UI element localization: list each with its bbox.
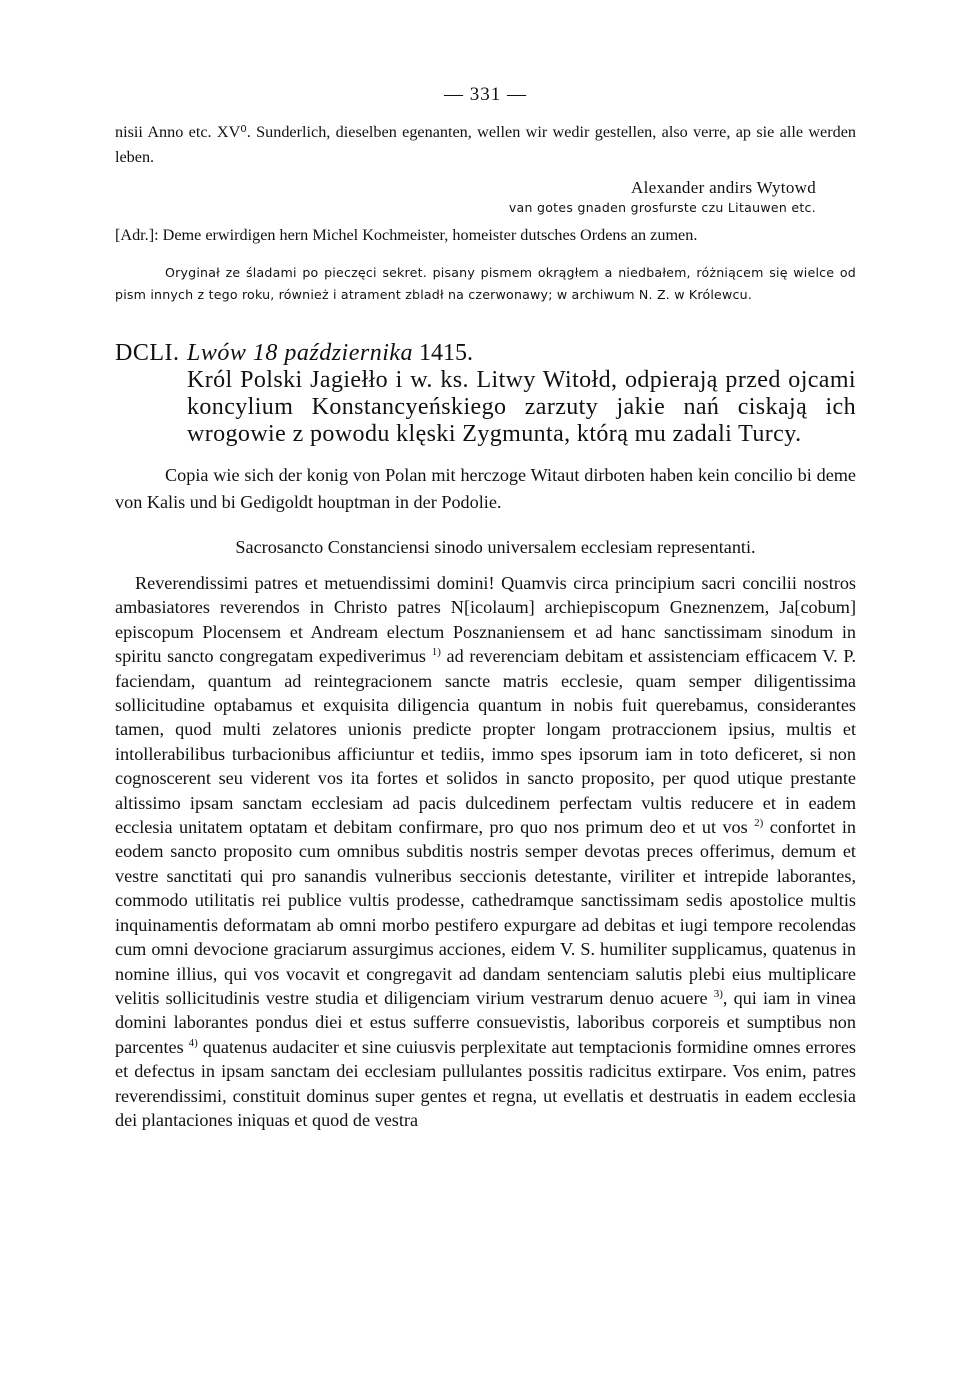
document-page <box>115 84 856 1132</box>
footnote-ref-1[interactable]: 1) <box>431 646 441 659</box>
document-year: 1415. <box>419 340 474 366</box>
footnote-ref-2[interactable]: 2) <box>754 817 764 829</box>
body-text-part-1: Reverendissimi patres et metuendissimi domini! Quamvis circa principium sacri concilii nostros ambasiatores reverendos in Christo patres N[icolaum] archiepiscopum Gneznenzem, Ja[cobum] episcopum Plocensem et Andream electum Posznaniensem et ad hanc sanctissimam sinodum in spiritu sancto congregatam expediverimus <box>115 573 856 667</box>
body-text-part-5: quatenus audaciter et sine cuiusvis perplexitate aut temptacionis formidine omnes errores et defectus in ipsam sanctam dei ecclesiam pullulantes possitis radicitus extirpare. Vos enim, patres reverendissimi, constituit dominus super gentes et regna, ut evellatis et destruatis in eadem ecclesia dei plantaciones iniquas et quod de vestra <box>115 1036 857 1130</box>
document-date <box>187 340 856 367</box>
document-place-date: Lwów 18 października <box>187 340 414 366</box>
continuation-text <box>115 120 856 170</box>
copia-heading: Copia wie sich der konig von Polan mit herczoge Witaut dirboten haben kein concilio bi deme von Kalis und bi Gedigoldt houptman in der Podolie. <box>115 465 856 512</box>
letter-body <box>115 571 856 1132</box>
letter-address: [Adr.]: Deme erwirdigen hern Michel Kochmeister, homeister dutsches Ordens an zumen. <box>115 226 698 244</box>
document-number: DCLI. <box>115 340 180 366</box>
body-text-part-2: ad reverenciam debitam et assistenciam efficacem V. P. faciendam, quantum ad reintegracionem sancte matris ecclesie, quam semper diligentissima sollicitudine optabamus et exquisita diligencia quantum in nobis fuit querebamus, considerantes tamen, quod multi zelatores unionis predicte propter longam protraccionem ipsius, multis et intollerabilibus turbacionibus afficiuntur et tediis, immo spes ipsorum iam in toto deficeret, si non cognoscerent seu viderent vos ita fortes et solidos in sancto proposito, per quod utique prestante altissimo ipsam sanctam ecclesiam ad pacis dulcedinem perfectam vultis reducere et in eadem ecclesia unitatem optatam et debitam confirmare, pro quo nos primum deo et ut vos <box>115 646 856 838</box>
salutation-line: Sacrosancto Constanciensi sinodo universalem ecclesiam representanti. <box>235 537 756 557</box>
footnote-ref-4[interactable]: 4) <box>188 1036 198 1049</box>
document-heading-text <box>187 340 856 448</box>
page-number: — 331 — <box>444 84 527 105</box>
body-text-part-4: , qui iam in vinea domini laborantes pondus diei et estus sufferre consuevistis, laboribus corporeis et sumptibus non parcentes <box>115 987 857 1057</box>
editorial-note: Oryginał ze śladami po pieczęci sekret. pisany pismem okrągłem a niedbałem, różniącem się wielce od pism innych z tego roku, również i atrament zbladł na czerwonawy; w archiwum N. Z. w Królewcu. <box>115 265 856 302</box>
signature-title: van gotes gnaden grosfurste czu Litauwen etc. <box>508 200 816 215</box>
body-text-part-3: confortet in eodem sancto proposito cum omnibus subditis nostris semper devotas preces offerimus, demum et vestre sanctitati qui pro sanandis vulneribus seccionis detestante, viriliter et intrepide laborantes, commodo utilitatis rei publice vultis prodesse, cathedramque sanctissimam sedis apostolice multis inquinamentis deformatam ab omni morbo pestifero expurgare ad debitas et iugi tempore recolendas cum omni devocione graciarum assurgimus acciones, eidem V. S. humiliter supplicamus, quatenus in nomine illius, qui vos vocavit et congregavit ad dandam sentenciam salutis plebi eius multiplicare velitis sollicitudinis vestre studia et diligenciam virium vestrarum denuo acuere <box>115 817 857 1008</box>
continuation-paragraph: nisii Anno etc. XV⁰. Sunderlich, dieselben egenanten, wellen wir wedir gestellen, also verre, ap sie alle werden leben. <box>115 123 856 166</box>
document-heading <box>115 340 856 448</box>
signature-name: Alexander andirs Wytowd <box>631 178 816 197</box>
document-summary: Król Polski Jagiełło i w. ks. Litwy Witołd, odpierają przed ojcami koncylium Konstancyeńskiego zarzuty jakie nań ciskają ich wrogowie z powodu klęski Zygmunta, którą mu zadali Turcy. <box>187 367 856 447</box>
footnote-ref-3[interactable]: 3) <box>713 987 723 1000</box>
